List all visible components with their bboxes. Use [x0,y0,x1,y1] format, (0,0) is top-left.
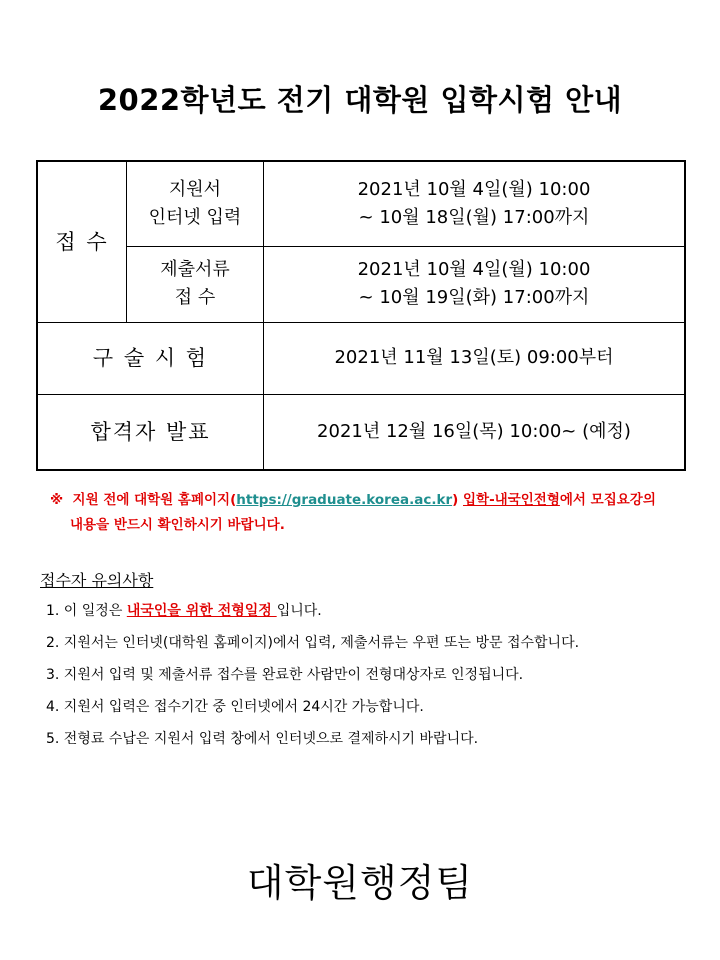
notice-line2: 내용을 반드시 확인하시기 바랍니다. [70,517,285,533]
list-item [46,598,706,630]
documents-label-cell [127,246,264,322]
notes-list [46,598,706,758]
schedule-table [36,160,686,471]
notice-line1 [50,488,700,513]
application-label-line1: 지원서 [168,178,222,200]
documents-date-line1: 2021년 10월 4일(월) 10:00 [357,259,591,280]
note-1-highlight: 내국인을 위한 전형일정 [126,603,277,619]
page-title: 2022학년도 전기 대학원 입학시험 안내 [97,83,623,117]
documents-date-cell [264,246,686,322]
table-row [37,246,685,322]
table-row [37,161,685,246]
notice [50,488,700,538]
notice-paren-close: ) [452,492,459,508]
result-date: 2021년 12월 16일(목) 10:00~ (예정) [264,394,686,470]
documents-label-line2: 접 수 [174,287,216,308]
application-date-line1: 2021년 10월 4일(월) 10:00 [357,178,591,200]
application-label-line2: 인터넷 입력 [148,206,242,228]
list-item: 2. 지원서는 인터넷(대학원 홈페이지)에서 입력, 제출서류는 우편 또는 방문 접수합니다. [46,635,580,651]
reference-mark: ※ [50,492,64,508]
list-item: 3. 지원서 입력 및 제출서류 접수를 완료한 사람만이 전형대상자로 인정됩니다. [46,667,524,683]
application-label-cell [127,161,264,246]
documents-date-line2: ~ 10월 19일(화) 17:00까지 [358,287,590,308]
table-row [37,322,685,394]
notes-title: 접수자 유의사항 [40,571,154,590]
application-date-cell [264,161,686,246]
note-1-suffix: 입니다. [276,603,322,619]
note-1-prefix: 1. 이 일정은 [46,603,127,619]
documents-label-line1: 제출서류 [160,259,230,280]
list-item: 5. 전형료 수납은 지원서 입력 창에서 인터넷으로 결제하시기 바랍니다. [46,731,479,747]
oral-exam-label: 구 술 시 험 [37,322,264,394]
notice-text-after: 에서 모집요강의 [559,492,656,508]
list-item: 4. 지원서 입력은 접수기간 중 인터넷에서 24시간 가능합니다. [46,699,424,715]
application-date-line2: ~ 10월 18일(월) 17:00까지 [358,206,590,228]
reception-label: 접 수 [37,161,127,322]
footer-department: 대학원행정팀 [246,861,474,905]
table-row [37,394,685,470]
homepage-link[interactable]: https://graduate.korea.ac.kr [236,492,453,508]
oral-exam-date: 2021년 11월 13일(토) 09:00부터 [264,322,686,394]
notice-menu: 입학-내국인전형 [463,492,560,508]
notice-text-before: 지원 전에 대학원 홈페이지( [72,492,237,508]
result-label: 합격자 발표 [37,394,264,470]
